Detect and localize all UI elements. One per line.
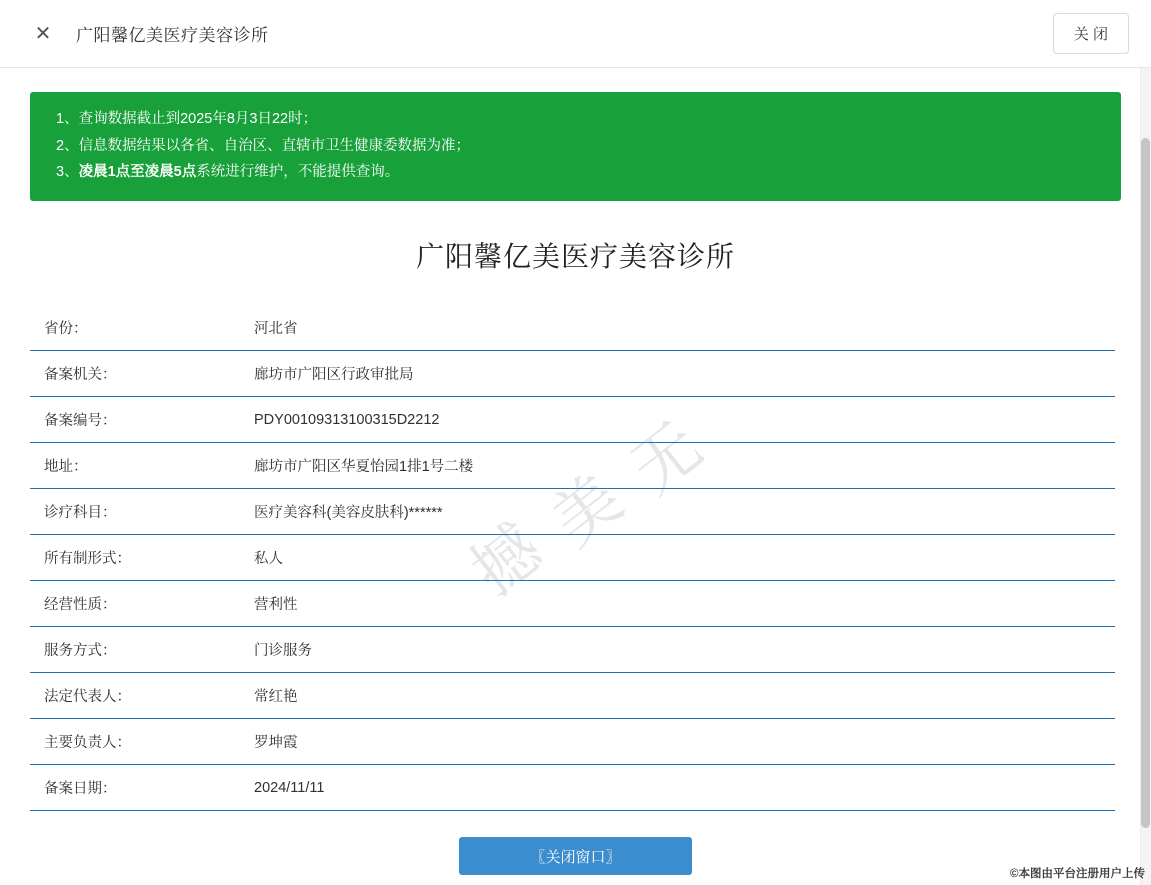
row-label: 所有制形式：	[30, 535, 226, 581]
row-label: 备案机关：	[30, 351, 226, 397]
table-row	[30, 489, 1115, 535]
row-value: 医疗美容科(美容皮肤科)******	[226, 489, 1115, 535]
main-content	[0, 68, 1151, 885]
close-button[interactable]: 关 闭	[1053, 13, 1129, 54]
close-window-button[interactable]: 〖关闭窗口〗	[459, 837, 692, 875]
row-value: 廊坊市广阳区华夏怡园1排1号二楼	[226, 443, 1115, 489]
notice-line-2: 2、信息数据结果以各省、自治区、直辖市卫生健康委数据为准；	[56, 137, 471, 154]
notice-banner	[30, 92, 1121, 201]
table-row	[30, 719, 1115, 765]
scrollbar-track[interactable]	[1140, 68, 1151, 885]
row-value: 门诊服务	[226, 627, 1115, 673]
scrollbar-thumb[interactable]	[1141, 138, 1150, 828]
notice-line-3	[56, 159, 1103, 186]
row-label: 服务方式：	[30, 627, 226, 673]
titlebar	[0, 0, 1151, 68]
notice-line-3-bold: 凌晨1点至凌晨5点	[78, 164, 197, 180]
watermark-char-3: 无	[618, 409, 716, 509]
row-value: PDY00109313100315D2212	[226, 397, 1115, 443]
row-label: 诊疗科目：	[30, 489, 226, 535]
table-row	[30, 443, 1115, 489]
row-value: 廊坊市广阳区行政审批局	[226, 351, 1115, 397]
table-row	[30, 397, 1115, 443]
row-label: 经营性质：	[30, 581, 226, 627]
row-label: 法定代表人：	[30, 673, 226, 719]
notice-line-3-suffix: 系统进行维护，不能提供查询。	[196, 164, 400, 180]
row-label: 省份：	[30, 305, 226, 351]
row-label: 主要负责人：	[30, 719, 226, 765]
row-label: 备案编号：	[30, 397, 226, 443]
close-icon[interactable]: ✕	[34, 22, 52, 45]
table-row	[30, 305, 1115, 351]
window-title: 广阳馨亿美医疗美容诊所	[76, 26, 269, 45]
row-value: 私人	[226, 535, 1115, 581]
notice-line-3-prefix: 3、	[56, 164, 79, 180]
table-row	[30, 673, 1115, 719]
footer	[30, 837, 1121, 875]
table-row	[30, 535, 1115, 581]
row-value: 罗坤霞	[226, 719, 1115, 765]
row-value: 营利性	[226, 581, 1115, 627]
clinic-info-body	[30, 305, 1115, 811]
table-row	[30, 581, 1115, 627]
clinic-info-table	[30, 305, 1115, 812]
upload-credit: ©本图由平台注册用户上传	[1010, 868, 1145, 880]
table-row	[30, 765, 1115, 811]
row-value: 河北省	[226, 305, 1115, 351]
row-label: 地址：	[30, 443, 226, 489]
table-row	[30, 627, 1115, 673]
row-value: 常红艳	[226, 673, 1115, 719]
notice-line-1: 1、查询数据截止到2025年8月3日22时；	[56, 111, 318, 127]
watermark-char-1: 撼	[458, 511, 556, 611]
page-title: 广阳馨亿美医疗美容诊所	[415, 240, 735, 272]
watermark-char-2: 美	[538, 461, 636, 561]
table-row	[30, 351, 1115, 397]
row-label: 备案日期：	[30, 765, 226, 811]
row-value: 2024/11/11	[226, 765, 1115, 811]
